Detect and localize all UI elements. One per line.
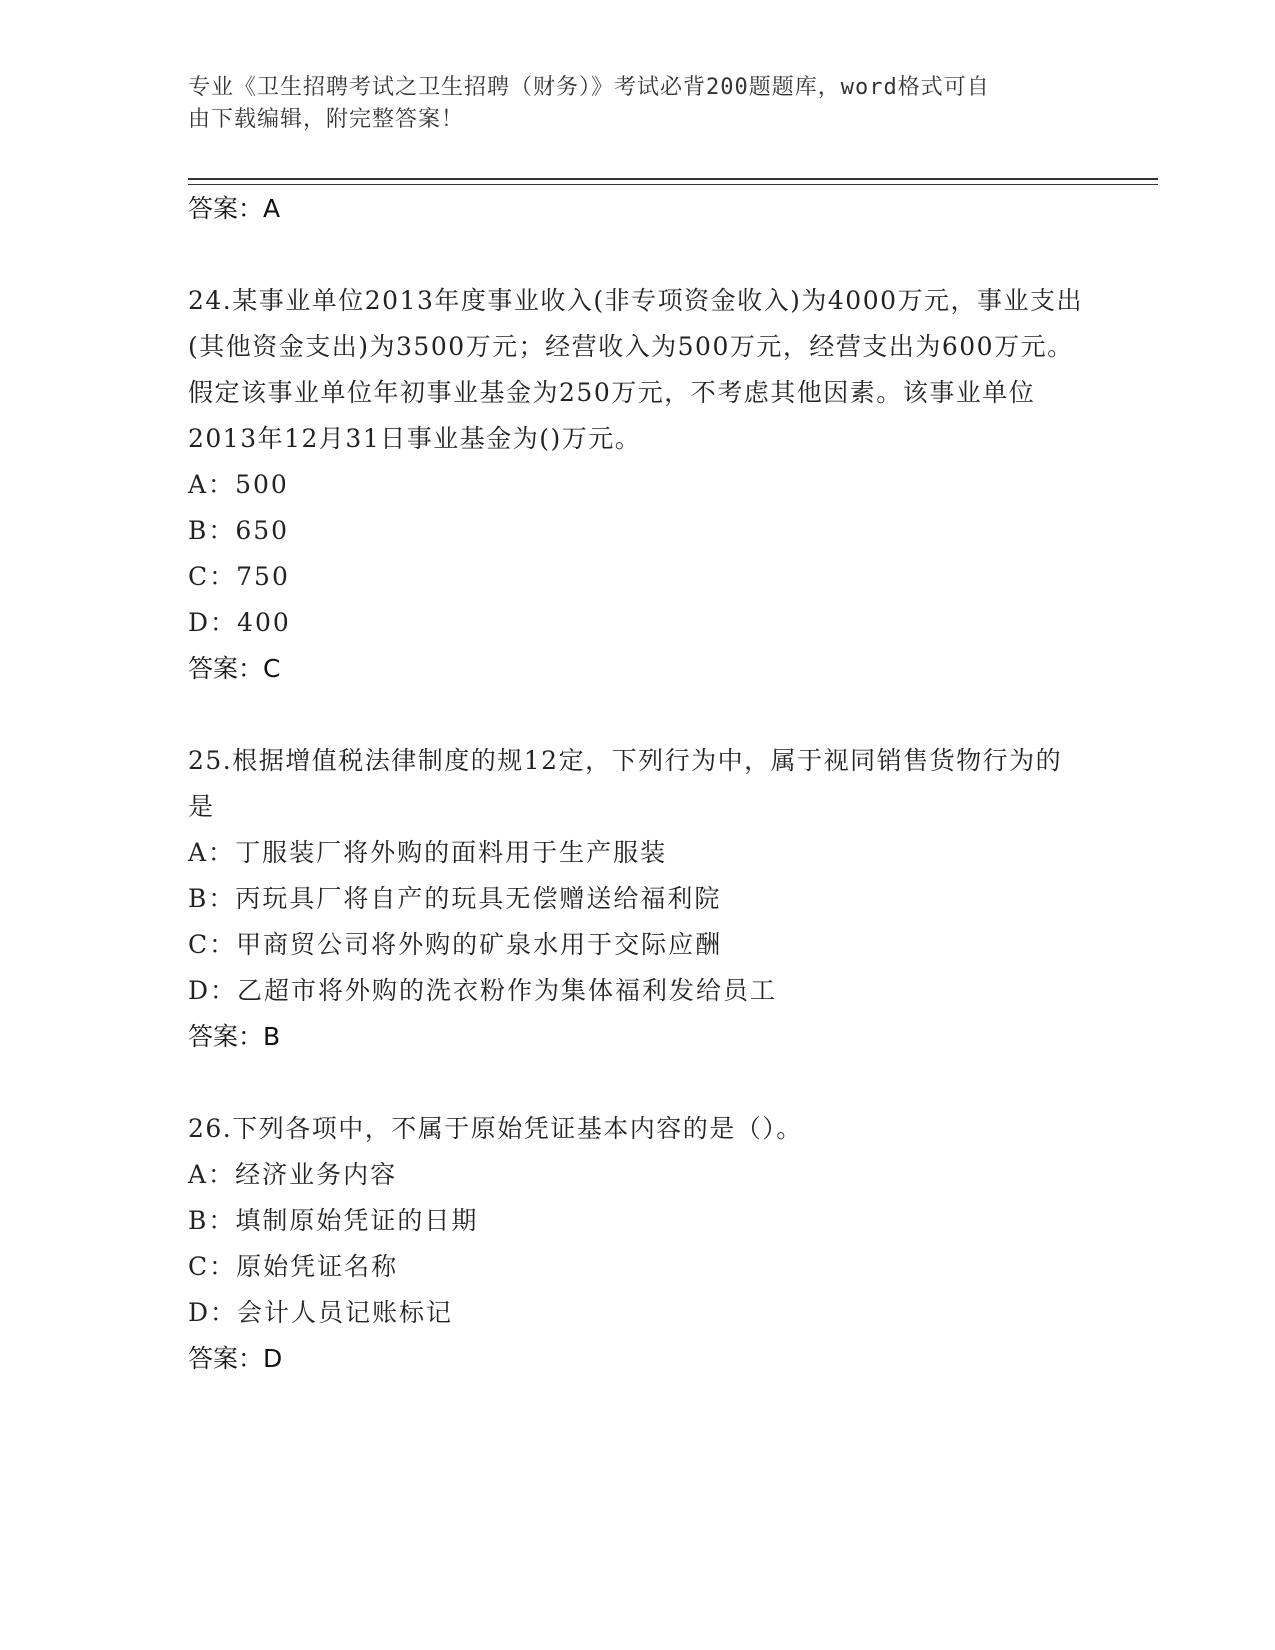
option-letter: A： xyxy=(188,838,236,867)
document-header xyxy=(188,72,1068,136)
option-letter: B： xyxy=(188,884,236,913)
option-text: 650 xyxy=(235,516,290,545)
option-d xyxy=(188,1290,1088,1336)
question-stem: 26.下列各项中，不属于原始凭证基本内容的是（）。 xyxy=(188,1114,803,1143)
option-text: 750 xyxy=(236,562,290,591)
question-25 xyxy=(188,738,1088,1060)
option-text: 乙超市将外购的洗衣粉作为集体福利发给员工 xyxy=(237,976,778,1005)
option-b xyxy=(188,876,1088,922)
option-d xyxy=(188,968,1088,1014)
option-letter: C： xyxy=(188,562,237,591)
option-text: 填制原始凭证的日期 xyxy=(235,1206,479,1235)
header-title-line-1: 专业《卫生招聘考试之卫生招聘（财务）》考试必背200题题库，word格式可自 xyxy=(188,75,990,100)
option-b xyxy=(188,1198,1088,1244)
header-divider-thick xyxy=(188,178,1158,180)
option-letter: C： xyxy=(188,1252,237,1281)
option-text: 经济业务内容 xyxy=(235,1160,398,1189)
option-text: 丁服装厂将外购的面料用于生产服装 xyxy=(235,838,668,867)
option-text: 原始凭证名称 xyxy=(236,1252,399,1281)
option-letter: D： xyxy=(188,1298,238,1327)
question-stem: 24.某事业单位2013年度事业收入(非专项资金收入)为4000万元，事业支出(其他资金支出)为3500万元；经营收入为500万元，经营支出为600万元。假定该事业单位年初事业基金为250万元，不考虑其他因素。该事业单位2013年12月31日事业基金为()万元。 xyxy=(188,286,1084,453)
option-letter: C： xyxy=(188,930,237,959)
option-letter: A： xyxy=(188,470,236,499)
question-stem: 25.根据增值税法律制度的规12定，下列行为中，属于视同销售货物行为的是 xyxy=(188,746,1063,821)
question-list xyxy=(188,186,1088,1382)
option-b xyxy=(188,508,1088,554)
option-c xyxy=(188,554,1088,600)
option-a xyxy=(188,1152,1088,1198)
option-text: 甲商贸公司将外购的矿泉水用于交际应酬 xyxy=(236,930,723,959)
option-text: 丙玩具厂将自产的玩具无偿赠送给福利院 xyxy=(235,884,722,913)
option-d xyxy=(188,600,1088,646)
answer-line: 答案：B xyxy=(188,1022,281,1051)
question-26 xyxy=(188,1106,1088,1382)
option-letter: D： xyxy=(188,608,238,637)
option-a xyxy=(188,462,1088,508)
answer-line: 答案：A xyxy=(188,194,281,223)
option-letter: B： xyxy=(188,1206,236,1235)
option-c xyxy=(188,922,1088,968)
option-letter: A： xyxy=(188,1160,236,1189)
option-text: 会计人员记账标记 xyxy=(237,1298,454,1327)
option-letter: B： xyxy=(188,516,236,545)
header-divider-thin xyxy=(188,184,1158,185)
header-title-line-2: 由下载编辑，附完整答案！ xyxy=(188,107,465,132)
answer-line: 答案：D xyxy=(188,1344,283,1373)
option-text: 400 xyxy=(237,608,291,637)
option-text: 500 xyxy=(235,470,289,499)
option-letter: D： xyxy=(188,976,238,1005)
option-a xyxy=(188,830,1088,876)
option-c xyxy=(188,1244,1088,1290)
answer-line: 答案：C xyxy=(188,654,281,683)
question-24 xyxy=(188,278,1088,692)
